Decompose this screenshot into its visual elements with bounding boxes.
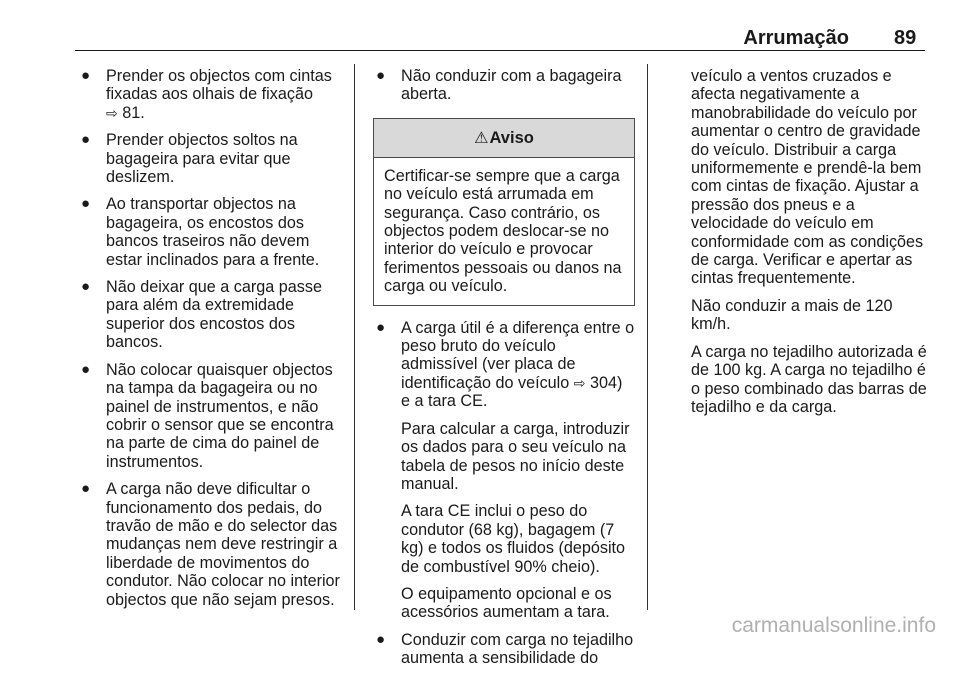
list-item <box>78 195 346 269</box>
watermark: carmanualsonline.info <box>731 614 936 637</box>
column-divider-2 <box>647 64 648 610</box>
bullet-icon: ● <box>376 318 386 336</box>
list-item <box>78 480 346 609</box>
list-item-paragraph: Para calcular a carga, introduzir os dados para o seu veículo na tabela de pesos no início deste manual. <box>401 419 630 493</box>
bullet-icon: ● <box>81 131 91 149</box>
list-item <box>78 131 346 186</box>
list-item <box>78 361 346 471</box>
list-item-text: Prender objectos soltos na bagageira para evitar que deslizem. <box>106 131 298 187</box>
bullet-icon: ● <box>81 480 91 498</box>
warning-triangle-icon: ⚠ <box>474 129 489 147</box>
column-3 <box>673 67 929 425</box>
list-item-text: A carga não deve dificultar o funcionamento dos pedais, do travão de mão e do selector das mudanças nem deve restringir a liberdade de movimentos do condutor. Não colocar no interior objectos que não sejam presos. <box>106 480 340 609</box>
warning-header <box>374 119 634 158</box>
column-1 <box>78 67 346 618</box>
list-item-text: Conduzir com carga no tejadilho aumenta a sensibilidade do <box>401 630 634 668</box>
page-reference[interactable]: 304) e a tara CE. <box>401 373 623 411</box>
list-item <box>373 631 635 668</box>
body-paragraph: Não conduzir a mais de 120 km/h. <box>691 296 893 334</box>
page-reference-icon[interactable]: ⇨ <box>106 104 118 121</box>
column-2 <box>373 67 635 677</box>
bullet-icon: ● <box>81 195 91 213</box>
body-paragraph: veículo a ventos cruzados e afecta negativamente a manobrabilidade do veículo por aumentar o centro de gravidade do veículo. Distribuir a carga uniformemente e prendê-la bem com cintas de fixação. Ajustar a pressão dos pneus e a velocidade do veículo em conformidade com as condições de carga. Verificar e apertar as cintas frequentemente. <box>691 67 924 288</box>
header-rule <box>75 50 925 51</box>
list-item-paragraph: O equipamento opcional e os acessórios aumentam a tara. <box>401 584 612 622</box>
bullet-list <box>373 67 635 104</box>
bullet-icon: ● <box>81 360 91 378</box>
bullet-list <box>78 67 346 609</box>
list-item-paragraph: A tara CE inclui o peso do condutor (68 kg), bagagem (7 kg) e todos os fluidos (depósito de combustível 90% cheio). <box>401 502 626 576</box>
bullet-icon: ● <box>376 630 386 648</box>
list-item-text: A carga útil é a diferença entre o peso bruto do veículo admissível (ver placa de identificação do veículo <box>401 318 635 392</box>
bullet-icon: ● <box>376 67 386 84</box>
page-number: 89 <box>894 27 917 49</box>
bullet-icon: ● <box>81 67 91 84</box>
list-item-text: Ao transportar objectos na bagageira, os encostos dos bancos traseiros não devem estar inclinados para a frente. <box>106 195 320 269</box>
body-paragraph: A carga no tejadilho autorizada é de 100 kg. A carga no tejadilho é o peso combinado das barras de tejadilho e da carga. <box>691 342 927 416</box>
warning-title: Aviso <box>489 128 534 147</box>
warning-box <box>373 118 635 306</box>
warning-text: Certificar-se sempre que a carga no veículo está arrumada em segurança. Caso contrário, os objectos podem deslocar-se no interior do veículo e provocar ferimentos pessoais ou danos na carga ou veículo. <box>384 166 622 296</box>
list-item <box>78 278 346 352</box>
list-item-text: Prender os objectos com cintas fixadas aos olhais de fixação <box>106 67 332 104</box>
bullet-list <box>373 319 635 668</box>
bullet-icon: ● <box>81 278 91 296</box>
list-item-text: Não colocar quaisquer objectos na tampa da bagageira ou no painel de instrumentos, e não cobrir o sensor que se encontra na parte de cima do painel de instrumentos. <box>106 360 334 471</box>
list-item-text: Não deixar que a carga passe para além da extremidade superior dos encostos dos bancos. <box>106 278 322 352</box>
page-title: Arrumação <box>743 27 849 49</box>
column-divider-1 <box>354 64 355 610</box>
list-item-text: Não conduzir com a bagageira aberta. <box>401 67 622 104</box>
list-item <box>373 67 635 104</box>
list-item <box>78 67 346 122</box>
list-item <box>373 319 635 622</box>
page-reference-icon[interactable]: ⇨ <box>573 374 586 391</box>
page-reference[interactable]: 81. <box>122 103 145 122</box>
